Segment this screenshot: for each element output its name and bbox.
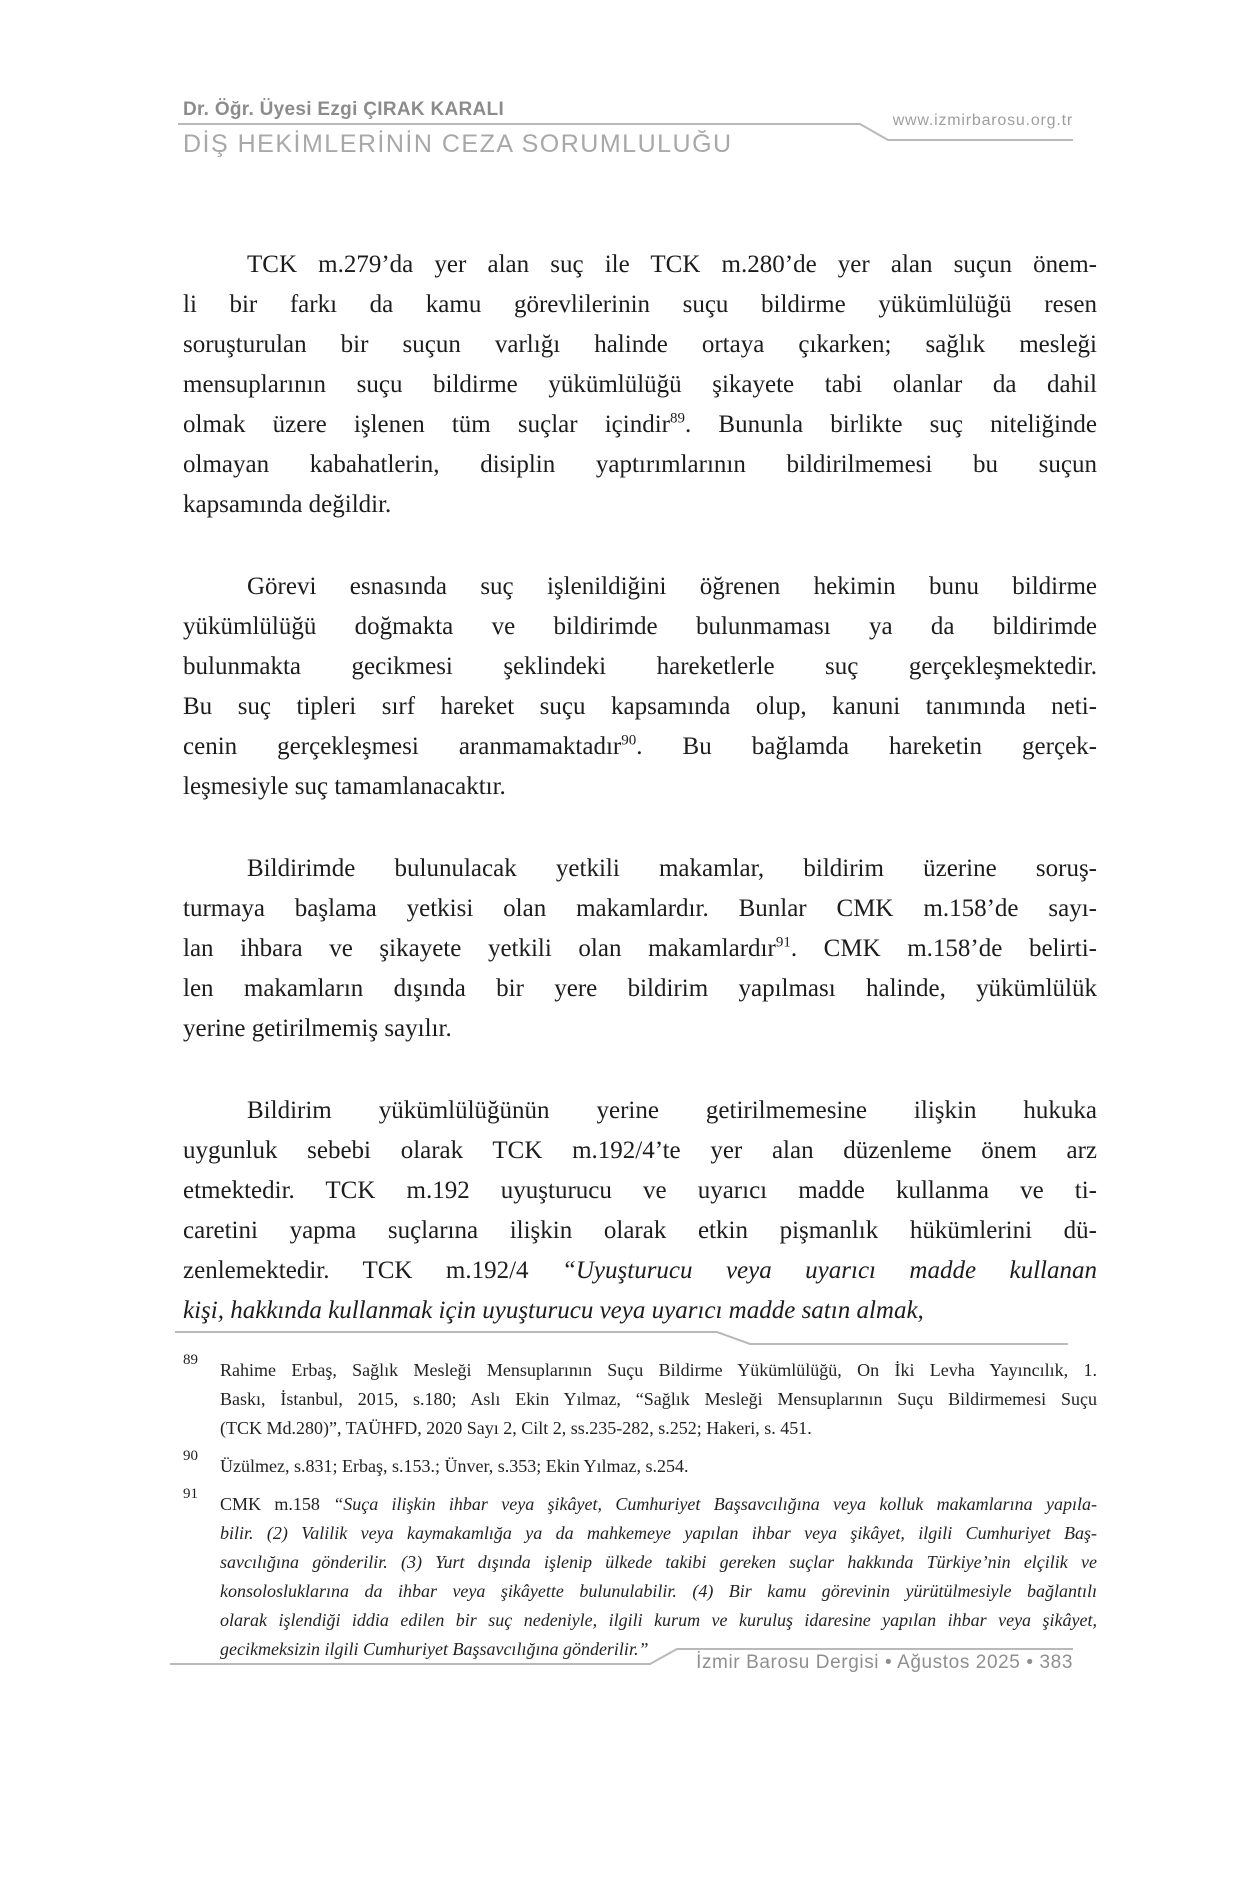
footnote-line: [220, 1548, 1097, 1577]
text-line: [183, 849, 1097, 889]
text-line: [183, 1171, 1097, 1211]
text-segment: . CMK m.158’de belirti-: [790, 935, 1097, 962]
text-line: [183, 727, 1097, 767]
text-segment: olarak işlendiği iddia edilen bir suç nedeniyle, ilgili kurum ve kuruluş idaresine yapılan ihbar veya şikâyet,: [220, 1610, 1097, 1630]
text-line: [183, 1211, 1097, 1251]
text-segment: olmak üzere işlenen tüm suçlar içindir: [183, 411, 670, 438]
footnote-number: 89: [183, 1352, 198, 1368]
text-segment: li bir farkı da kamu görevlilerinin suçu bildirme yükümlülüğü resen: [183, 291, 1097, 318]
text-segment: etmektedir. TCK m.192 uyuşturucu ve uyarıcı madde kullanma ve ti-: [183, 1177, 1097, 1204]
text-line: [183, 647, 1097, 687]
text-segment: TCK m.279’da yer alan suç ile TCK m.280’de yer alan suçun önem-: [247, 251, 1097, 278]
text-segment: turmaya başlama yetkisi olan makamlardır. Bunlar CMK m.158’de sayı-: [183, 895, 1097, 922]
text-line: [183, 285, 1097, 325]
footnote-line: [220, 1606, 1097, 1635]
footnotes-list: [183, 1352, 1097, 1673]
paragraph: [183, 849, 1097, 1049]
paragraph: [183, 1091, 1097, 1331]
text-segment: Görevi esnasında suç işlenildiğini öğrenen hekimin bunu bildirme: [247, 573, 1097, 600]
text-segment: bulunmakta gecikmesi şeklindeki hareketlerle suç gerçekleşmektedir.: [183, 653, 1097, 680]
paragraph: [183, 567, 1097, 807]
footnote-line: [220, 1577, 1097, 1606]
footnote-number: 90: [183, 1448, 198, 1464]
footnote-line: [220, 1490, 1097, 1519]
text-segment: leşmesiyle suç tamamlanacaktır.: [183, 773, 506, 800]
text-segment: . Bununla birlikte suç niteliğinde: [685, 411, 1098, 438]
text-segment: lan ihbara ve şikayete yetkili olan makamlardır: [183, 935, 776, 962]
footnote-reference: 91: [775, 934, 791, 951]
text-line: [183, 445, 1097, 485]
footnote-number: 91: [183, 1486, 198, 1502]
text-line: [183, 767, 1097, 807]
text-line: [183, 485, 1097, 525]
text-line: [183, 245, 1097, 285]
text-segment: Bu suç tipleri sırf hareket suçu kapsamında olup, kanuni tanımında neti-: [183, 693, 1097, 720]
body-paragraphs: [183, 245, 1097, 1373]
text-line: [183, 1251, 1097, 1291]
text-segment: cenin gerçekleşmesi aranmamaktadır: [183, 733, 622, 760]
text-segment: Bildirim yükümlülüğünün yerine getirilmemesine ilişkin hukuka: [247, 1097, 1097, 1124]
text-line: [183, 929, 1097, 969]
text-segment: gecikmeksizin ilgili Cumhuriyet Başsavcılığına gönderilir.”: [220, 1639, 649, 1659]
footnote: [183, 1352, 1097, 1443]
text-line: [183, 889, 1097, 929]
text-segment: (TCK Md.280)”, TAÜHFD, 2020 Sayı 2, Cilt 2, ss.235-282, s.252; Hakeri, s. 451.: [220, 1418, 812, 1438]
footnote-reference: 90: [621, 732, 637, 749]
paragraph: [183, 245, 1097, 525]
text-segment: Baskı, İstanbul, 2015, s.180; Aslı Ekin Yılmaz, “Sağlık Mesleği Mensuplarının Suçu Bildirmemesi Suçu: [220, 1389, 1097, 1409]
footnote-line: [220, 1519, 1097, 1548]
footnote-line: [220, 1452, 1097, 1481]
text-line: [183, 365, 1097, 405]
text-segment: kişi, hakkında kullanmak için uyuşturucu veya uyarıcı madde satın almak,: [183, 1297, 924, 1324]
footnote-separator-rule: [173, 1326, 1073, 1350]
text-segment: len makamların dışında bir yere bildirim yapılması halinde, yükümlülük: [183, 975, 1097, 1002]
text-segment: olmayan kabahatlerin, disiplin yaptırımlarının bildirilmemesi bu suçun: [183, 451, 1097, 478]
website-url: www.izmirbarosu.org.tr: [892, 112, 1073, 129]
article-title: DİŞ HEKİMLERİNİN CEZA SORUMLULUĞU: [183, 130, 733, 158]
text-segment: yükümlülüğü doğmakta ve bildirimde bulunmaması ya da bildirimde: [183, 613, 1097, 640]
text-segment: bilir. (2) Valilik veya kaymakamlığa ya da mahkemeye yapılan ihbar veya şikâyet, ilgili Cumhuriyet Baş-: [220, 1523, 1097, 1543]
text-segment: “Uyuşturucu veya uyarıcı madde kullanan: [561, 1257, 1098, 1284]
text-line: [183, 969, 1097, 1009]
text-segment: yerine getirilmemiş sayılır.: [183, 1015, 452, 1042]
text-line: [183, 325, 1097, 365]
text-segment: konsolosluklarına da ihbar veya şikâyette bulunulabilir. (4) Bir kamu görevinin yürütülmesiyle bağlantılı: [220, 1581, 1097, 1601]
text-segment: soruşturulan bir suçun varlığı halinde ortaya çıkarken; sağlık mesleği: [183, 331, 1097, 358]
text-line: [183, 687, 1097, 727]
footer-journal-info: İzmir Barosu Dergisi • Ağustos 2025 • 383: [696, 1652, 1073, 1673]
text-line: [183, 405, 1097, 445]
text-segment: uygunluk sebebi olarak TCK m.192/4’te yer alan düzenleme önem arz: [183, 1137, 1097, 1164]
footnote-line: [220, 1385, 1097, 1414]
text-segment: “Suça ilişkin ihbar veya şikâyet, Cumhuriyet Başsavcılığına veya kolluk makamlarına yapıla-: [333, 1494, 1097, 1514]
text-line: [183, 1091, 1097, 1131]
text-segment: caretini yapma suçlarına ilişkin olarak etkin pişmanlık hükümlerini dü-: [183, 1217, 1097, 1244]
text-line: [183, 1131, 1097, 1171]
text-segment: CMK m.158: [220, 1494, 334, 1514]
text-segment: mensuplarının suçu bildirme yükümlülüğü şikayete tabi olanlar da dahil: [183, 371, 1097, 398]
text-line: [183, 607, 1097, 647]
text-segment: Bildirimde bulunulacak yetkili makamlar, bildirim üzerine soruş-: [247, 855, 1097, 882]
text-line: [183, 1291, 1097, 1331]
footnote-reference: 89: [670, 410, 685, 427]
text-segment: Üzülmez, s.831; Erbaş, s.153.; Ünver, s.353; Ekin Yılmaz, s.254.: [220, 1456, 689, 1476]
author-name: Dr. Öğr. Üyesi Ezgi ÇIRAK KARALI: [183, 99, 505, 120]
footnote-line: [220, 1414, 1097, 1443]
footnote: [183, 1486, 1097, 1664]
text-segment: . Bu bağlamda hareketin gerçek-: [636, 733, 1097, 760]
text-segment: Rahime Erbaş, Sağlık Mesleği Mensuplarının Suçu Bildirme Yükümlülüğü, On İki Levha Yayıncılık, 1.: [220, 1360, 1097, 1380]
text-segment: kapsamında değildir.: [183, 491, 392, 518]
text-segment: zenlemektedir. TCK m.192/4: [183, 1257, 562, 1284]
text-line: [183, 1009, 1097, 1049]
footnote-line: [220, 1356, 1097, 1385]
text-line: [183, 567, 1097, 607]
footnote: [183, 1448, 1097, 1481]
text-segment: savcılığına gönderilir. (3) Yurt dışında işlenip ülkede takibi gereken suçlar hakkında Türkiye’nin elçilik ve: [220, 1552, 1097, 1572]
